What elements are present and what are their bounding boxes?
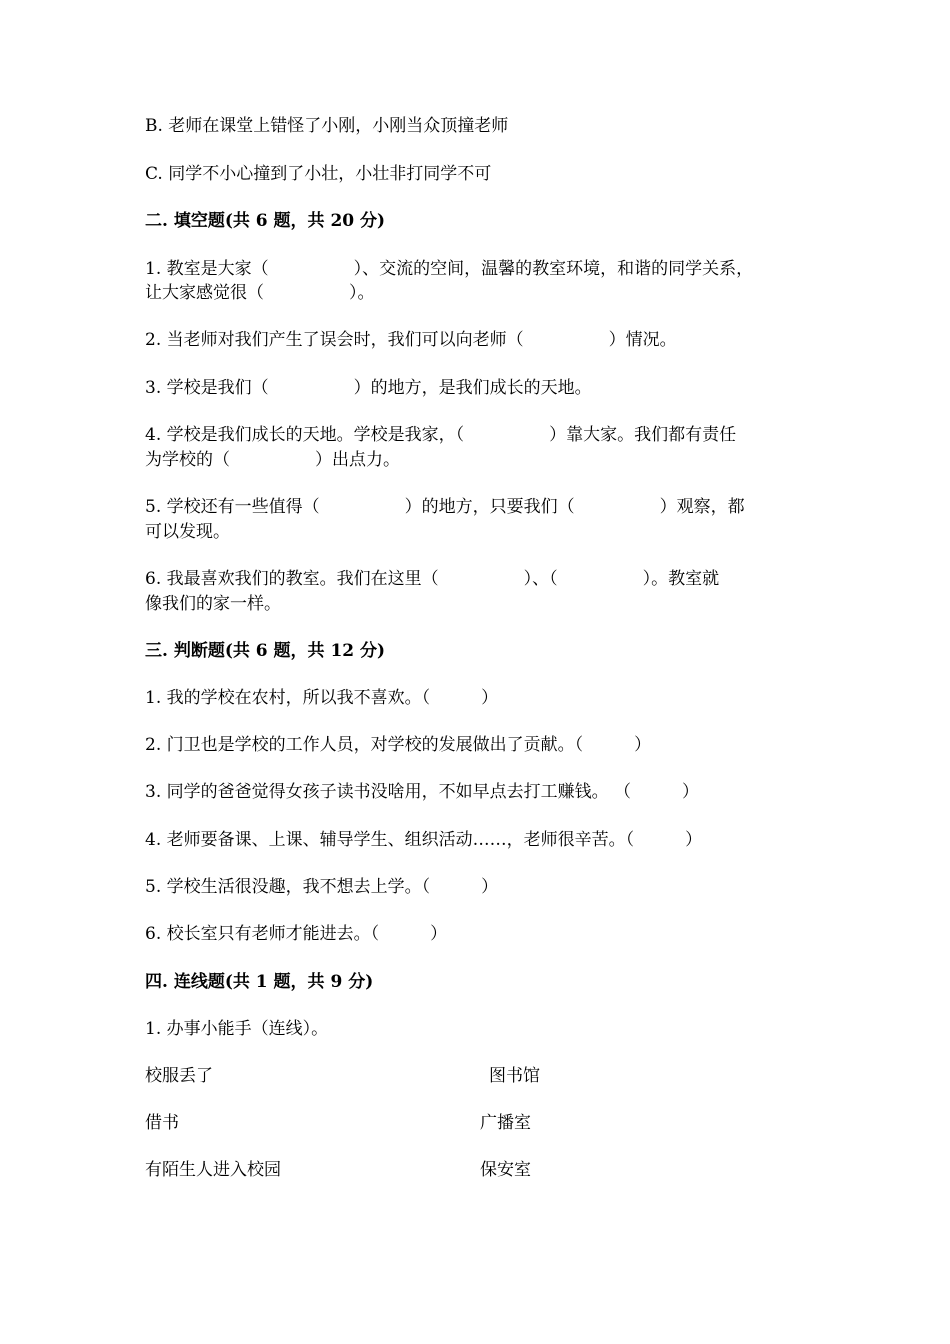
fill-section-title: 二. 填空题(共 6 题，共 20 分) [145, 211, 386, 231]
fill-question-1-line-2: 让大家感觉很（ ）。 [145, 283, 375, 303]
match-section-title: 四. 连线题(共 1 题，共 9 分) [145, 972, 374, 992]
fill-question-1-line-1: 1. 教室是大家（ ）、交流的空间，温馨的教室环境，和谐的同学关系， [145, 259, 754, 279]
choice-option-c: C. 同学不小心撞到了小壮，小壮非打同学不可 [145, 164, 492, 184]
match-question-1: 1. 办事小能手（连线）。 [145, 1019, 329, 1039]
fill-question-6-line-1: 6. 我最喜欢我们的教室。我们在这里（ ）、（ ）。教室就 [145, 569, 720, 589]
judge-question-6: 6. 校长室只有老师才能进去。（ ） [145, 924, 448, 944]
fill-question-6-line-2: 像我们的家一样。 [145, 594, 281, 614]
judge-question-4: 4. 老师要备课、上课、辅导学生、组织活动……，老师很辛苦。（ ） [145, 830, 703, 850]
match-left-item-1: 校服丢了 [145, 1066, 213, 1086]
match-right-item-1: 图书馆 [489, 1066, 540, 1086]
fill-question-5-line-2: 可以发现。 [145, 522, 230, 542]
judge-question-3: 3. 同学的爸爸觉得女孩子读书没啥用，不如早点去打工赚钱。 （ ） [145, 782, 700, 802]
fill-question-4-line-1: 4. 学校是我们成长的天地。学校是我家，（ ）靠大家。我们都有责任 [145, 425, 737, 445]
judge-question-1: 1. 我的学校在农村，所以我不喜欢。（ ） [145, 688, 499, 708]
choice-option-b: B. 老师在课堂上错怪了小刚，小刚当众顶撞老师 [145, 116, 509, 136]
match-left-item-2: 借书 [145, 1113, 179, 1133]
fill-question-4-line-2: 为学校的（ ）出点力。 [145, 450, 400, 470]
fill-question-2: 2. 当老师对我们产生了误会时，我们可以向老师（ ）情况。 [145, 330, 677, 350]
judge-question-2: 2. 门卫也是学校的工作人员，对学校的发展做出了贡献。（ ） [145, 735, 652, 755]
match-right-item-3: 保安室 [480, 1160, 531, 1180]
judge-section-title: 三. 判断题(共 6 题，共 12 分) [145, 641, 386, 661]
judge-question-5: 5. 学校生活很没趣，我不想去上学。（ ） [145, 877, 499, 897]
match-right-item-2: 广播室 [480, 1113, 531, 1133]
match-left-item-3: 有陌生人进入校园 [145, 1160, 281, 1180]
fill-question-3: 3. 学校是我们（ ）的地方，是我们成长的天地。 [145, 378, 592, 398]
fill-question-5-line-1: 5. 学校还有一些值得（ ）的地方，只要我们（ ）观察，都 [145, 497, 745, 517]
